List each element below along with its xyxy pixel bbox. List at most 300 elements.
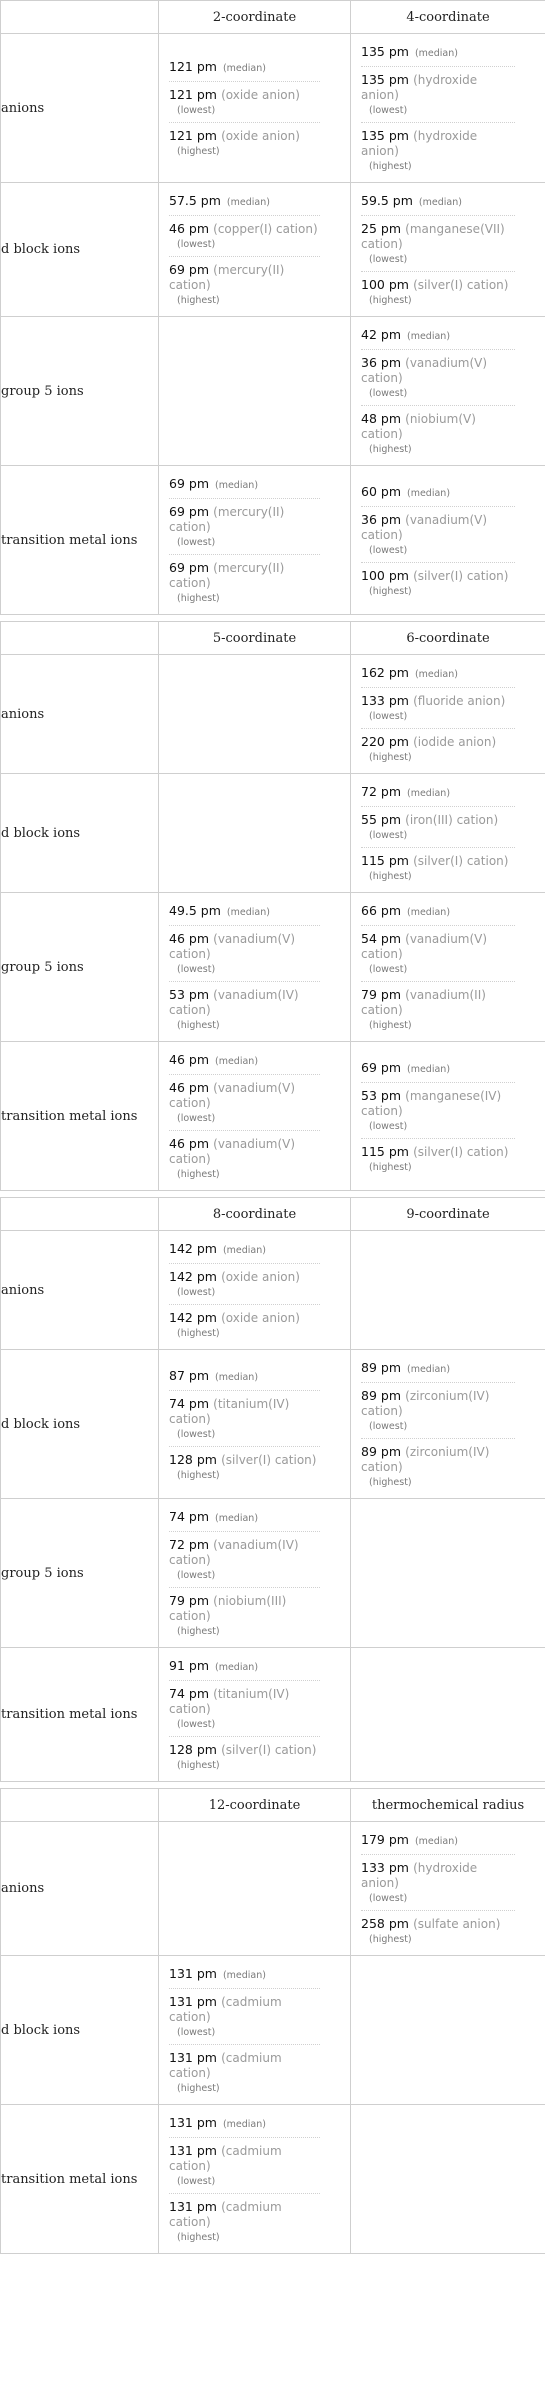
- header-row: [1, 1, 545, 34]
- radius-entry: [361, 216, 515, 272]
- ion-name: (vanadium(IV) cation): [169, 988, 299, 1017]
- stat-label: (lowest): [369, 544, 408, 556]
- cell-entries: [351, 655, 545, 773]
- row-label: transition metal ions: [1, 1648, 159, 1782]
- corner-cell: [1, 1789, 159, 1822]
- stat-label: (lowest): [177, 1719, 216, 1730]
- radius-value: 135 pm: [361, 72, 409, 87]
- value-cell: [351, 183, 545, 317]
- ion-name: (silver(I) cation): [221, 1452, 317, 1467]
- radius-entry: [169, 1363, 320, 1391]
- radius-value: 36 pm: [361, 355, 401, 370]
- stat-label: (lowest): [177, 537, 216, 548]
- stat-label: (median): [215, 1371, 259, 1383]
- radius-value: 69 pm: [169, 560, 209, 575]
- ion-name: (silver(I) cation): [413, 568, 509, 583]
- stat-label: (lowest): [369, 1421, 408, 1432]
- ion-name: (titanium(IV) cation): [169, 1396, 290, 1426]
- row-label: d block ions: [1, 774, 159, 893]
- radius-entry: [169, 926, 320, 982]
- row-label: group 5 ions: [1, 317, 159, 466]
- radius-entry: [361, 660, 515, 688]
- stat-label: (lowest): [369, 388, 408, 399]
- ion-name: (hydroxide anion): [361, 1861, 478, 1890]
- ion-name: (manganese(IV) cation): [361, 1088, 502, 1118]
- stat-label: (highest): [369, 1020, 412, 1031]
- value-cell: [159, 183, 351, 317]
- radius-entry: [361, 1827, 515, 1855]
- ion-name: (niobium(V) cation): [361, 412, 476, 441]
- stat-label: (lowest): [369, 1893, 408, 1904]
- radius-entry: [169, 1447, 320, 1487]
- radius-value: 121 pm: [169, 87, 217, 102]
- radius-entry: [169, 499, 320, 555]
- value-cell: [159, 1822, 351, 1956]
- table-row: [1, 1822, 545, 1956]
- radius-value: 79 pm: [169, 1593, 209, 1608]
- radius-entry: [361, 898, 515, 926]
- radius-entry: [361, 350, 515, 406]
- stat-label: (median): [407, 487, 451, 499]
- radius-value: 48 pm: [361, 411, 401, 426]
- header-row: [1, 622, 545, 655]
- table-row: [1, 655, 545, 774]
- radius-entry: [169, 982, 320, 1037]
- value-cell: [159, 1499, 351, 1648]
- ion-name: (vanadium(II) cation): [361, 988, 486, 1017]
- radius-entry: [361, 563, 515, 603]
- radius-value: 49.5 pm: [169, 903, 221, 918]
- ion-name: (zirconium(IV) cation): [361, 1389, 490, 1418]
- value-cell: [351, 774, 545, 893]
- stat-label: (highest): [369, 1934, 412, 1945]
- radius-value: 54 pm: [361, 931, 401, 946]
- ion-name: (vanadium(V) cation): [169, 1081, 296, 1110]
- radius-entry: [361, 406, 515, 461]
- stat-label: (median): [226, 197, 270, 208]
- radius-entry: [169, 1075, 320, 1131]
- radius-entry: [169, 2045, 320, 2100]
- stat-label: (median): [407, 1063, 451, 1075]
- stat-label: (highest): [177, 2232, 220, 2243]
- ion-name: (oxide anion): [221, 1270, 300, 1284]
- radius-entry: [361, 123, 515, 178]
- ion-name: (cadmium cation): [169, 1995, 282, 2024]
- radius-value: 179 pm: [361, 1832, 409, 1847]
- stat-label: (highest): [369, 752, 412, 763]
- stat-label: (lowest): [177, 2027, 216, 2038]
- ion-name: (oxide anion): [221, 1311, 300, 1325]
- value-cell: [351, 317, 545, 466]
- table-row: [1, 1499, 545, 1648]
- stat-label: (highest): [177, 1020, 220, 1031]
- column-header: 4-coordinate: [351, 1, 545, 34]
- radius-entry: [361, 1083, 515, 1139]
- cell-entries: [159, 49, 350, 167]
- stat-label: (lowest): [369, 1120, 408, 1132]
- radius-value: 69 pm: [169, 504, 209, 519]
- radius-value: 131 pm: [169, 1994, 217, 2009]
- cell-entries: [351, 1050, 545, 1183]
- cell-entries: [351, 474, 545, 607]
- radius-entry: [361, 1383, 515, 1439]
- radius-value: 89 pm: [361, 1444, 401, 1459]
- radius-entry: [169, 1653, 320, 1681]
- radius-entry: [361, 848, 515, 888]
- radius-entry: [169, 216, 320, 257]
- ion-name: (oxide anion): [221, 129, 300, 143]
- radius-value: 55 pm: [361, 812, 401, 827]
- radius-value: 133 pm: [361, 693, 409, 708]
- radius-entry: [169, 471, 320, 499]
- radius-table: [0, 621, 545, 1191]
- radius-value: 258 pm: [361, 1916, 409, 1931]
- ion-name: (silver(I) cation): [413, 1144, 509, 1159]
- radius-entry: [361, 507, 515, 563]
- radius-entry: [169, 257, 320, 312]
- value-cell: [159, 2105, 351, 2254]
- radius-entry: [361, 1855, 515, 1911]
- table-row: [1, 317, 545, 466]
- radius-entry: [169, 188, 320, 216]
- ion-name: (mercury(II) cation): [169, 263, 285, 292]
- radius-value: 115 pm: [361, 853, 409, 868]
- header-row: [1, 1789, 545, 1822]
- cell-entries: [159, 893, 350, 1041]
- column-header: 9-coordinate: [351, 1198, 545, 1231]
- radius-entry: [169, 1131, 320, 1186]
- radius-entry: [361, 688, 515, 729]
- value-cell: [159, 893, 351, 1042]
- value-cell: [351, 2105, 545, 2254]
- radius-entry: [361, 779, 515, 807]
- stat-label: (highest): [177, 1328, 220, 1339]
- radius-entry: [361, 926, 515, 982]
- row-label: group 5 ions: [1, 1499, 159, 1648]
- radius-value: 133 pm: [361, 1860, 409, 1875]
- ion-name: (vanadium(IV) cation): [169, 1538, 299, 1567]
- cell-entries: [351, 1350, 545, 1498]
- ion-name: (vanadium(V) cation): [361, 356, 488, 385]
- radius-value: 89 pm: [361, 1388, 401, 1403]
- radius-value: 46 pm: [169, 931, 209, 946]
- stat-label: (highest): [177, 295, 220, 306]
- radius-value: 74 pm: [169, 1686, 209, 1701]
- table-row: [1, 1231, 545, 1350]
- ion-name: (copper(I) cation): [213, 222, 318, 236]
- stat-label: (highest): [369, 1477, 412, 1488]
- radius-entry: [169, 1961, 320, 1989]
- stat-label: (lowest): [177, 2176, 216, 2187]
- stat-label: (lowest): [177, 1428, 216, 1440]
- ion-name: (niobium(III) cation): [169, 1594, 287, 1623]
- radius-entry: [361, 39, 515, 67]
- stat-label: (median): [414, 669, 458, 680]
- radius-value: 25 pm: [361, 221, 401, 236]
- radius-entry: [361, 322, 515, 350]
- radius-value: 121 pm: [169, 59, 217, 74]
- ion-name: (vanadium(V) cation): [169, 1137, 296, 1166]
- radius-table: [0, 0, 545, 615]
- stat-label: (median): [407, 907, 451, 918]
- value-cell: [159, 1350, 351, 1499]
- value-cell: [351, 1042, 545, 1191]
- radius-value: 115 pm: [361, 1143, 409, 1159]
- row-label: d block ions: [1, 1956, 159, 2105]
- column-header: 8-coordinate: [159, 1198, 351, 1231]
- radius-value: 128 pm: [169, 1742, 217, 1757]
- value-cell: [159, 1042, 351, 1191]
- stat-label: (highest): [177, 2083, 220, 2094]
- ion-name: (vanadium(V) cation): [361, 512, 488, 542]
- ion-name: (vanadium(V) cation): [169, 932, 296, 961]
- value-cell: [351, 893, 545, 1042]
- value-cell: [351, 1231, 545, 1350]
- radius-entry: [169, 1989, 320, 2045]
- table-row: [1, 2105, 545, 2254]
- ion-name: (hydroxide anion): [361, 73, 478, 102]
- row-label: group 5 ions: [1, 893, 159, 1042]
- ion-name: (iodide anion): [413, 735, 497, 749]
- radius-value: 162 pm: [361, 665, 409, 680]
- radius-entry: [169, 1047, 320, 1075]
- stat-label: (median): [414, 1836, 458, 1847]
- radius-table: [0, 1197, 545, 1782]
- ion-name: (vanadium(V) cation): [361, 932, 488, 961]
- radius-value: 74 pm: [169, 1395, 209, 1411]
- corner-cell: [1, 622, 159, 655]
- radius-value: 100 pm: [361, 567, 409, 583]
- row-label: transition metal ions: [1, 2105, 159, 2254]
- radius-table: [0, 1788, 545, 2254]
- stat-label: (median): [407, 1364, 451, 1375]
- radius-entry: [169, 2110, 320, 2138]
- value-cell: [159, 1956, 351, 2105]
- value-cell: [159, 655, 351, 774]
- value-cell: [159, 466, 351, 615]
- ion-name: (mercury(II) cation): [169, 561, 285, 590]
- radius-entry: [169, 1264, 320, 1305]
- radius-value: 87 pm: [169, 1367, 209, 1383]
- stat-label: (lowest): [369, 830, 408, 841]
- radius-value: 131 pm: [169, 2115, 217, 2130]
- stat-label: (highest): [369, 295, 412, 306]
- row-label: anions: [1, 1822, 159, 1956]
- stat-label: (highest): [177, 1469, 220, 1481]
- radius-value: 128 pm: [169, 1451, 217, 1467]
- column-header: 12-coordinate: [159, 1789, 351, 1822]
- radius-value: 69 pm: [169, 476, 209, 491]
- radius-entry: [169, 555, 320, 610]
- cell-entries: [351, 183, 545, 316]
- ion-name: (hydroxide anion): [361, 129, 478, 158]
- stat-label: (lowest): [177, 1287, 216, 1298]
- cell-entries: [351, 317, 545, 465]
- cell-entries: [159, 2105, 350, 2253]
- stat-label: (median): [215, 480, 259, 491]
- cell-entries: [351, 1822, 545, 1955]
- stat-label: (lowest): [177, 105, 216, 116]
- ion-name: (silver(I) cation): [413, 854, 509, 868]
- stat-label: (median): [222, 1245, 266, 1256]
- radius-entry: [169, 123, 320, 163]
- radius-entry: [169, 1588, 320, 1643]
- stat-label: (lowest): [369, 254, 408, 265]
- corner-cell: [1, 1198, 159, 1231]
- radius-entry: [169, 82, 320, 123]
- value-cell: [159, 1648, 351, 1782]
- header-row: [1, 1198, 545, 1231]
- radius-value: 131 pm: [169, 1966, 217, 1981]
- value-cell: [351, 466, 545, 615]
- radius-entry: [361, 272, 515, 312]
- cell-entries: [351, 774, 545, 892]
- radius-entry: [361, 1139, 515, 1179]
- value-cell: [159, 34, 351, 183]
- radius-entry: [361, 1911, 515, 1951]
- stat-label: (median): [222, 1970, 266, 1981]
- ion-name: (silver(I) cation): [221, 1743, 317, 1757]
- stat-label: (highest): [177, 146, 220, 157]
- radius-value: 53 pm: [169, 987, 209, 1002]
- table-row: [1, 1350, 545, 1499]
- radius-value: 46 pm: [169, 1052, 209, 1067]
- stat-label: (median): [215, 1056, 259, 1067]
- radius-entry: [169, 1391, 320, 1447]
- row-label: anions: [1, 655, 159, 774]
- column-header: 2-coordinate: [159, 1, 351, 34]
- stat-label: (highest): [369, 161, 412, 172]
- row-label: anions: [1, 34, 159, 183]
- radius-value: 220 pm: [361, 734, 409, 749]
- radius-value: 60 pm: [361, 483, 401, 499]
- stat-label: (highest): [177, 1760, 220, 1771]
- table-row: [1, 1956, 545, 2105]
- radius-entry: [361, 807, 515, 848]
- ion-name: (silver(I) cation): [413, 278, 509, 292]
- radius-entry: [169, 1305, 320, 1345]
- ion-name: (cadmium cation): [169, 2051, 282, 2080]
- radius-entry: [169, 898, 320, 926]
- radius-entry: [361, 188, 515, 216]
- table-row: [1, 774, 545, 893]
- radius-value: 46 pm: [169, 221, 209, 236]
- radius-entry: [169, 1681, 320, 1737]
- radius-entry: [169, 2138, 320, 2194]
- table-row: [1, 1042, 545, 1191]
- corner-cell: [1, 1, 159, 34]
- stat-label: (highest): [177, 1169, 220, 1180]
- stat-label: (highest): [369, 585, 412, 597]
- radius-entry: [169, 1532, 320, 1588]
- radius-entry: [169, 1737, 320, 1777]
- stat-label: (median): [222, 63, 266, 74]
- table-row: [1, 1648, 545, 1782]
- ion-name: (oxide anion): [221, 88, 300, 102]
- ion-name: (cadmium cation): [169, 2144, 282, 2173]
- row-label: anions: [1, 1231, 159, 1350]
- value-cell: [351, 34, 545, 183]
- value-cell: [351, 1648, 545, 1782]
- value-cell: [159, 1231, 351, 1350]
- ion-name: (sulfate anion): [413, 1917, 501, 1931]
- radius-entry: [361, 1439, 515, 1494]
- stat-label: (median): [418, 197, 462, 208]
- ion-name: (titanium(IV) cation): [169, 1687, 290, 1716]
- radius-value: 131 pm: [169, 2143, 217, 2158]
- cell-entries: [351, 34, 545, 182]
- radius-value: 89 pm: [361, 1360, 401, 1375]
- value-cell: [159, 774, 351, 893]
- cell-entries: [351, 893, 545, 1041]
- radius-value: 57.5 pm: [169, 193, 221, 208]
- cell-entries: [159, 466, 350, 614]
- radius-entry: [169, 2194, 320, 2249]
- cell-entries: [159, 1231, 350, 1349]
- row-label: transition metal ions: [1, 1042, 159, 1191]
- radius-value: 36 pm: [361, 511, 401, 527]
- stat-label: (lowest): [177, 1113, 216, 1124]
- stat-label: (lowest): [369, 105, 408, 116]
- stat-label: (median): [407, 788, 451, 799]
- cell-entries: [159, 1042, 350, 1190]
- ion-name: (zirconium(IV) cation): [361, 1445, 490, 1474]
- cell-entries: [159, 1648, 350, 1781]
- table-row: [1, 466, 545, 615]
- cell-entries: [159, 1499, 350, 1647]
- value-cell: [351, 1499, 545, 1648]
- radius-value: 66 pm: [361, 903, 401, 918]
- radius-value: 59.5 pm: [361, 193, 413, 208]
- stat-label: (lowest): [369, 711, 408, 722]
- stat-label: (median): [215, 1513, 259, 1524]
- stat-label: (lowest): [177, 1570, 216, 1581]
- ion-name: (iron(III) cation): [405, 813, 499, 827]
- ion-name: (fluoride anion): [413, 694, 506, 708]
- radius-value: 46 pm: [169, 1080, 209, 1095]
- radius-entry: [361, 1355, 515, 1383]
- cell-entries: [159, 1358, 350, 1491]
- radius-entry: [361, 479, 515, 507]
- stat-label: (lowest): [177, 964, 216, 975]
- row-label: transition metal ions: [1, 466, 159, 615]
- stat-label: (median): [407, 331, 451, 342]
- radius-value: 72 pm: [169, 1537, 209, 1552]
- value-cell: [351, 1822, 545, 1956]
- radius-value: 121 pm: [169, 128, 217, 143]
- value-cell: [351, 655, 545, 774]
- radius-value: 131 pm: [169, 2199, 217, 2214]
- radius-value: 79 pm: [361, 987, 401, 1002]
- radius-value: 53 pm: [361, 1087, 401, 1103]
- value-cell: [351, 1350, 545, 1499]
- radius-entry: [169, 1504, 320, 1532]
- row-label: d block ions: [1, 1350, 159, 1499]
- row-label: d block ions: [1, 183, 159, 317]
- cell-entries: [159, 1956, 350, 2104]
- column-header: thermochemical radius: [351, 1789, 545, 1822]
- stat-label: (highest): [369, 1161, 412, 1173]
- radius-value: 135 pm: [361, 128, 409, 143]
- radius-entry: [361, 982, 515, 1037]
- radius-value: 100 pm: [361, 277, 409, 292]
- radius-value: 131 pm: [169, 2050, 217, 2065]
- stat-label: (lowest): [177, 239, 216, 250]
- column-header: 6-coordinate: [351, 622, 545, 655]
- table-row: [1, 34, 545, 183]
- stat-label: (highest): [177, 1626, 220, 1637]
- stat-label: (highest): [369, 444, 412, 455]
